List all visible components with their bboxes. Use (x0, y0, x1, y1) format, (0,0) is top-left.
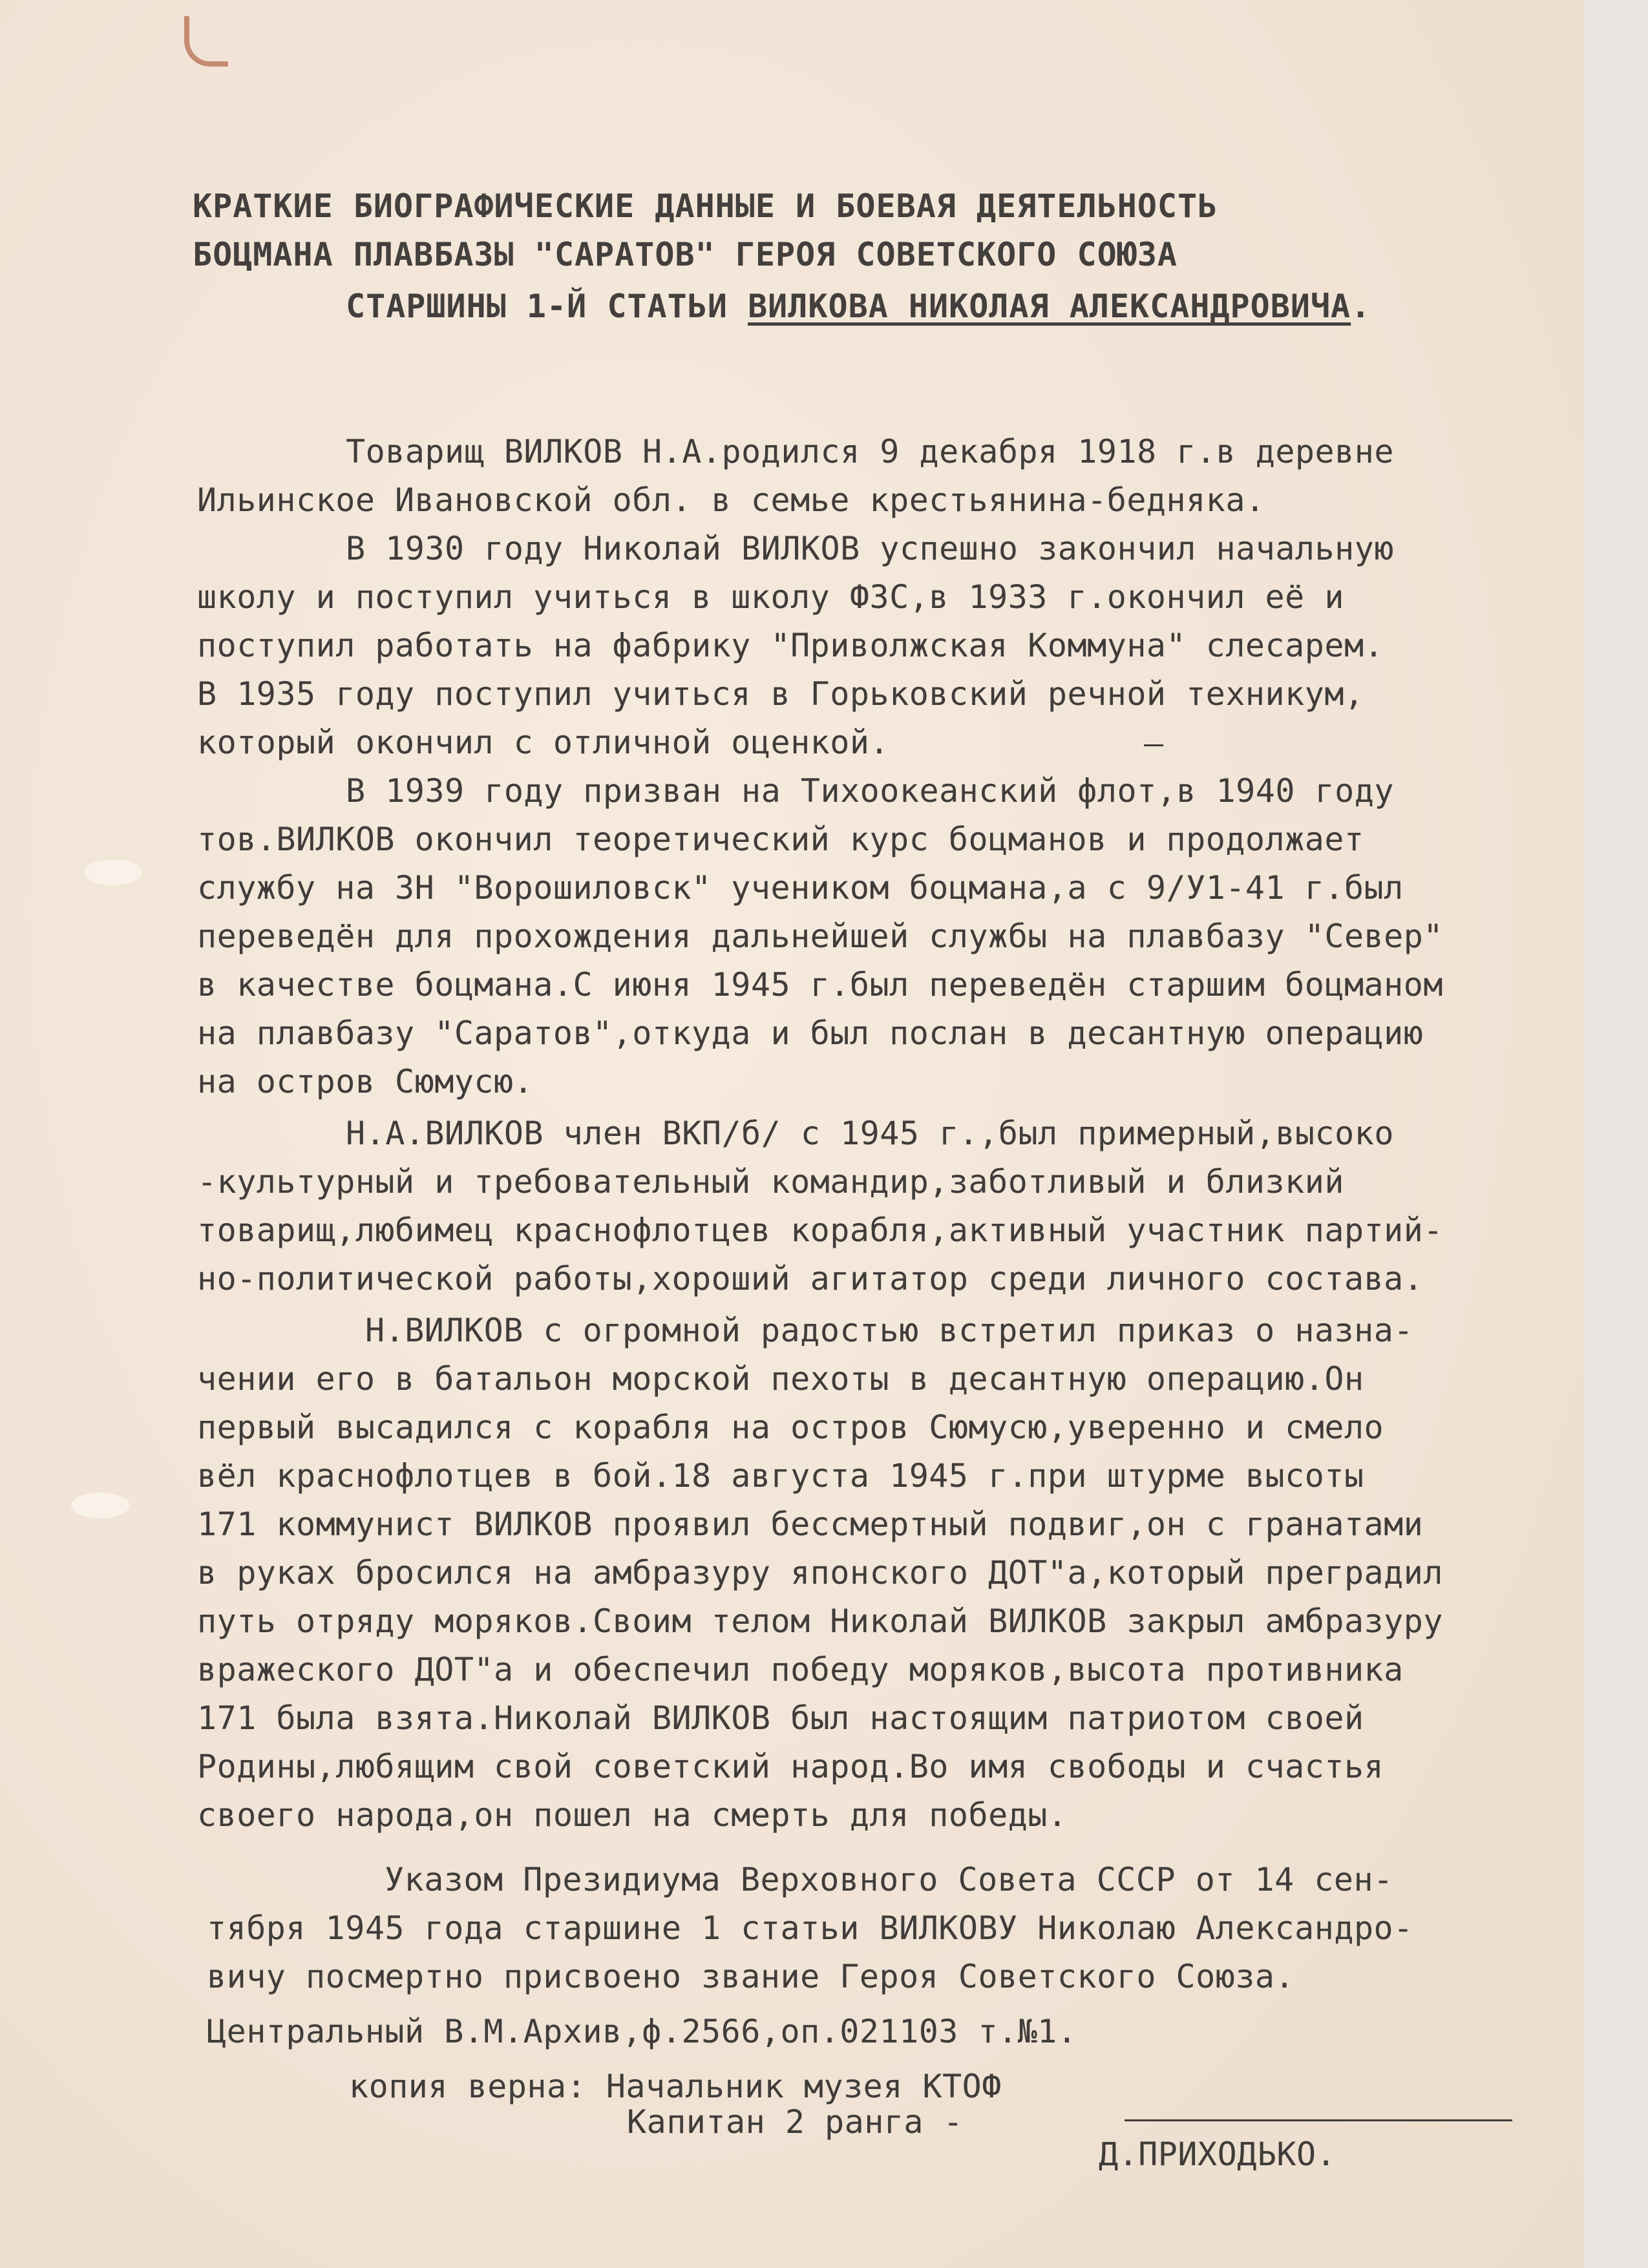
title-line-2: БОЦМАНА ПЛАВБАЗЫ "САРАТОВ" ГЕРОЯ СОВЕТСКОГО СОЮЗА (193, 236, 1178, 273)
body-line: Н.А.ВИЛКОВ член ВКП/б/ с 1945 г.,был примерный,высоко (346, 1115, 1394, 1152)
body-line: Товарищ ВИЛКОВ Н.А.родился 9 декабря 1918 г.в деревне (346, 433, 1394, 470)
body-line: Ильинское Ивановской обл. в семье крестьянина-бедняка. (197, 481, 1265, 519)
signatory-name: Д.ПРИХОДЬКО. (1099, 2136, 1336, 2173)
ink-mark (184, 16, 228, 67)
scan-margin (1583, 0, 1648, 2268)
copy-certification: копия верна: Начальник музея КТОФ (349, 2068, 1002, 2105)
dash-mark (1144, 744, 1163, 746)
body-line: товарищ,любимец краснофлотцев корабля,активный участник партий- (197, 1212, 1443, 1249)
body-line: вёл краснофлотцев в бой.18 августа 1945 г.при штурме высоты (197, 1457, 1364, 1495)
title-line-3-suffix: . (1351, 288, 1371, 325)
body-line: 171 была взята.Николай ВИЛКОВ был настоящим патриотом своей (197, 1699, 1364, 1737)
body-line: Родины,любящим свой советский народ.Во имя свободы и счастья (197, 1748, 1384, 1785)
body-line: в руках бросился на амбразуру японского ДОТ"а,который преградил (197, 1554, 1443, 1591)
body-line: тября 1945 года старшине 1 статьи ВИЛКОВУ Николаю Александро- (207, 1909, 1413, 1947)
body-line: поступил работать на фабрику "Приволжская Коммуна" слесарем. (197, 627, 1384, 664)
body-line: 171 коммунист ВИЛКОВ проявил бессмертный подвиг,он с гранатами (197, 1506, 1424, 1543)
body-line: -культурный и требовательный командир,заботливый и близкий (197, 1163, 1344, 1201)
title-line-3 (346, 288, 1371, 325)
body-line: переведён для прохождения дальнейшей службы на плавбазу "Север" (197, 918, 1443, 955)
body-line: но-политической работы,хороший агитатор среди личного состава. (197, 1260, 1424, 1297)
paper-tear (84, 859, 142, 885)
body-line: путь отряду моряков.Своим телом Николай ВИЛКОВ закрыл амбразуру (197, 1602, 1443, 1640)
body-line: службу на ЗН "Ворошиловск" учеником боцмана,а с 9/У1-41 г.был (197, 869, 1404, 907)
body-line: своего народа,он пошел на смерть для победы. (197, 1796, 1068, 1834)
title-line-3-prefix: СТАРШИНЫ 1-Й СТАТЬИ (346, 288, 748, 325)
rank-line: Капитан 2 ранга - (627, 2103, 964, 2141)
body-line: вражеского ДОТ"а и обеспечил победу моряков,высота противника (197, 1651, 1404, 1688)
body-line: В 1939 году призван на Тихоокеанский флот,в 1940 году (346, 772, 1394, 810)
body-line: вичу посмертно присвоено звание Героя Советского Союза. (207, 1958, 1295, 1995)
title-line-1: КРАТКИЕ БИОГРАФИЧЕСКИЕ ДАННЫЕ И БОЕВАЯ ДЕЯТЕЛЬНОСТЬ (193, 187, 1218, 225)
body-line: Н.ВИЛКОВ с огромной радостью встретил приказ о назна- (365, 1312, 1413, 1349)
body-line: В 1930 году Николай ВИЛКОВ успешно закончил начальную (346, 530, 1394, 567)
body-line: на остров Сюмусю. (197, 1063, 534, 1100)
hero-name: ВИЛКОВА НИКОЛАЯ АЛЕКСАНДРОВИЧА (748, 288, 1351, 325)
body-line: на плавбазу "Саратов",откуда и был послан в десантную операцию (197, 1014, 1424, 1052)
paper-tear (71, 1493, 129, 1518)
body-line: который окончил с отличной оценкой. (197, 724, 890, 761)
body-line: в качестве боцмана.С июня 1945 г.был переведён старшим боцманом (197, 966, 1443, 1003)
body-line: школу и поступил учиться в школу ФЗС,в 1933 г.окончил её и (197, 578, 1344, 616)
body-line: первый высадился с корабля на остров Сюмусю,уверенно и смело (197, 1409, 1384, 1446)
body-line: В 1935 году поступил учиться в Горьковский речной техникум, (197, 675, 1364, 713)
archive-reference: Центральный В.М.Архив,ф.2566,оп.021103 т.№1. (207, 2013, 1077, 2050)
signature-line (1125, 2119, 1512, 2121)
body-line: Указом Президиума Верховного Совета СССР от 14 сен- (385, 1861, 1393, 1898)
body-line: чении его в батальон морской пехоты в десантную операцию.Он (197, 1360, 1364, 1398)
body-line: тов.ВИЛКОВ окончил теоретический курс боцманов и продолжает (197, 821, 1364, 858)
